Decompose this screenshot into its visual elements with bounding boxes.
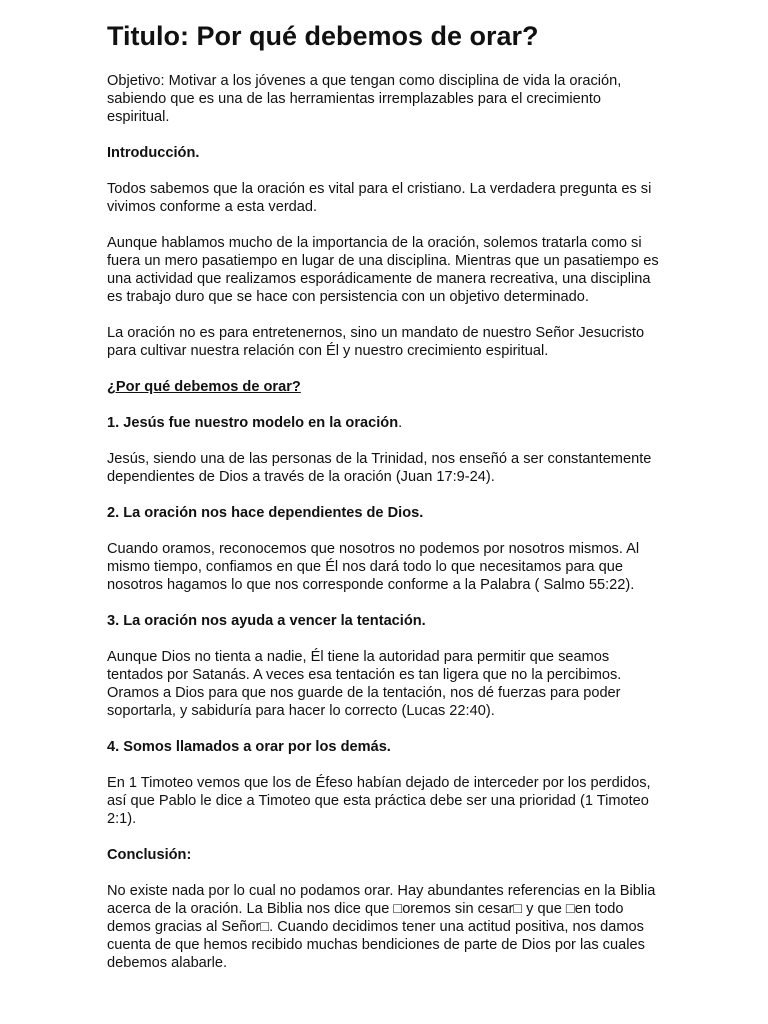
- intro-paragraph-3: La oración no es para entretenernos, sino un mandato de nuestro Señor Jesucristo para cultivar nuestra relación con Él y nuestro crecimiento espiritual.: [107, 325, 645, 359]
- point-3-heading: 3. La oración nos ayuda a vencer la tentación.: [107, 613, 426, 629]
- point-2-heading: 2. La oración nos hace dependientes de Dios.: [107, 505, 424, 521]
- intro-heading: Introducción.: [107, 145, 200, 161]
- point-4-heading: 4. Somos llamados a orar por los demás.: [107, 739, 391, 755]
- intro-paragraph-1: Todos sabemos que la oración es vital para el cristiano. La verdadera pregunta es si vivimos conforme a esta verdad.: [107, 181, 652, 215]
- document-body: [107, 18, 667, 972]
- point-1-heading: [107, 414, 667, 432]
- why-heading: ¿Por qué debemos de orar?: [107, 379, 301, 395]
- intro-paragraph-2: Aunque hablamos mucho de la importancia de la oración, solemos tratarla como si fuera un mero pasatiempo en lugar de una disciplina. Mientras que un pasatiempo es una actividad que realizamos esporádicamente de manera recreativa, una disciplina es trabajo duro que se hace con persistencia con un objetivo determinado.: [107, 235, 659, 305]
- point-1-text: Jesús, siendo una de las personas de la Trinidad, nos enseñó a ser constantemente dependientes de Dios a través de la oración (Juan 17:9-24).: [107, 451, 652, 485]
- page-title: Titulo: Por qué debemos de orar?: [107, 21, 539, 51]
- point-2-text: Cuando oramos, reconocemos que nosotros no podemos por nosotros mismos. Al mismo tiempo, confiamos en que Él nos dará todo lo que necesitamos para que nosotros hagamos lo que nos corresponde conforme a la Palabra ( Salmo 55:22).: [107, 541, 640, 593]
- point-1-heading-period: .: [398, 415, 403, 431]
- conclusion-text: No existe nada por lo cual no podamos orar. Hay abundantes referencias en la Biblia acerca de la oración. La Biblia nos dice que □oremos sin cesar□ y que □en todo demos gracias al Señor□. Cuando decidimos tener una actitud positiva, nos damos cuenta de que hemos recibido muchas bendiciones de parte de Dios por las cuales debemos alabarle.: [107, 883, 656, 971]
- point-3-text: Aunque Dios no tienta a nadie, Él tiene la autoridad para permitir que seamos tentados por Satanás. A veces esa tentación es tan ligera que no la percibimos. Oramos a Dios para que nos guarde de la tentación, nos dé fuerzas para poder soportarla, y sabiduría para hacer lo correcto (Lucas 22:40).: [107, 649, 622, 719]
- conclusion-heading: Conclusión:: [107, 847, 192, 863]
- point-4-text: En 1 Timoteo vemos que los de Éfeso habían dejado de interceder por los perdidos, así que Pablo le dice a Timoteo que esta práctica debe ser una prioridad (1 Timoteo 2:1).: [107, 775, 651, 827]
- objective-paragraph: Objetivo: Motivar a los jóvenes a que tengan como disciplina de vida la oración, sabiendo que es una de las herramientas irremplazables para el crecimiento espiritual.: [107, 73, 622, 125]
- point-1-heading-text: 1. Jesús fue nuestro modelo en la oración: [107, 415, 399, 431]
